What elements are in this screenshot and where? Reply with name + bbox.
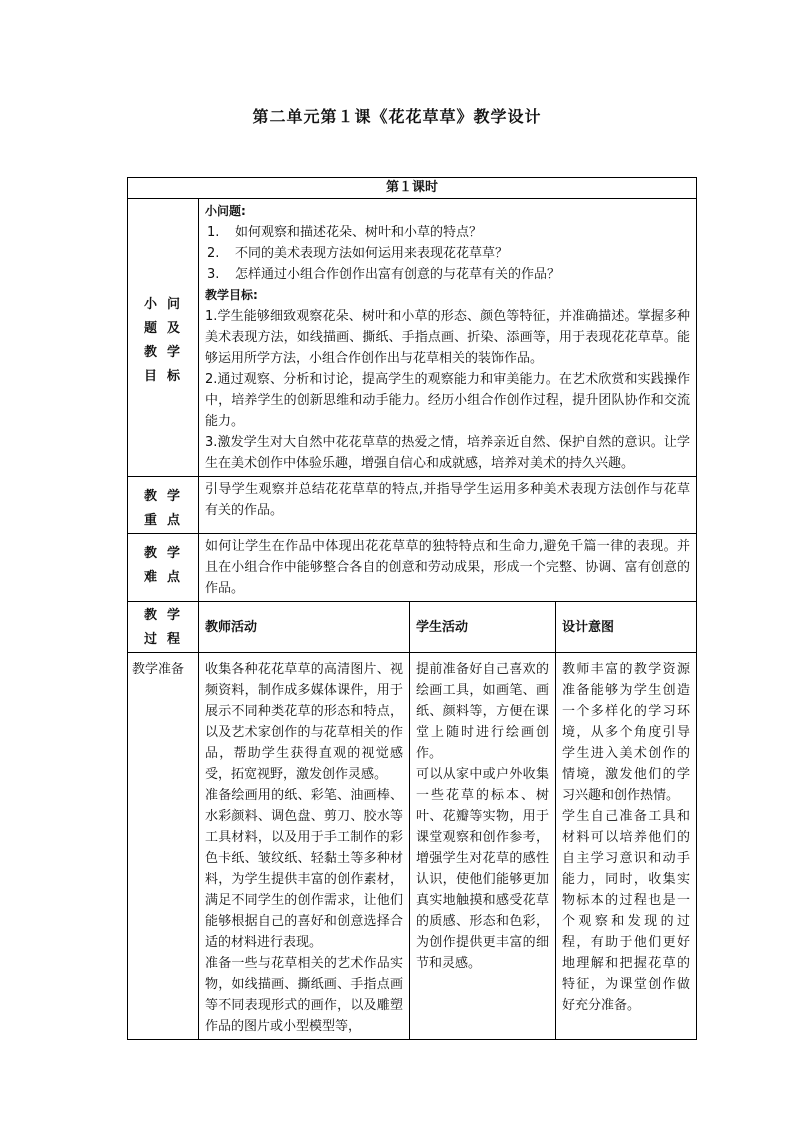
student-paragraph: 可以从家中或户外收集一些花草的标本、树叶、花瓣等实物，用于课堂观察和创作参考，增强学生对花草的感性认识，使他们能够更加真实地触摸和感受花草的质感、形态和色彩，为创作提供更丰富的细节和灵感。 [416,767,549,971]
teacher-paragraph: 准备绘画用的纸、彩笔、油画棒、水彩颜料、调色盘、剪刀、胶水等工具材料，以及用于手工制作的彩色卡纸、皱纹纸、轻黏土等多种材料，为学生提供丰富的创作素材，满足不同学生的创作需求，让他们能够根据自己的喜好和创意选择合适的材料进行表现。 [205,788,403,950]
teacher-activity-cell [199,653,410,1040]
student-activity-header: 学生活动 [410,602,556,653]
goals-label: 小问题及教学目标 [128,199,199,477]
difficulty-row [128,534,697,602]
goal-paragraph: 2.通过观察、分析和讨论，提高学生的观察能力和审美能力。在艺术欣赏和实践操作中，培养学生的创新思维和动手能力。经历小组合作创作过程，提升团队协作和交流能力。 [205,372,691,429]
intent-paragraph: 教师丰富的教学资源准备能够为学生创造一个多样化的学习环境，从多个角度引导学生进入美术创作的情境，激发他们的学习兴趣和创作热情。 [562,662,691,803]
question-item: 3. 怎样通过小组合作创作出富有创意的与花草有关的作品？ [207,267,561,282]
design-intent-header: 设计意图 [556,602,697,653]
document-title: 第二单元第１课《花花草草》教学设计 [252,107,542,126]
lesson-plan-table [127,177,697,1040]
difficulty-label: 教学难点 [128,534,199,602]
teacher-paragraph: 准备一些与花草相关的艺术作品实物，如线描画、撕纸画、手指点画等不同表现形式的画作，以及雕塑作品的图片或小型模型等， [205,956,403,1034]
question-item: 1. 如何观察和描述花朵、树叶和小草的特点？ [207,225,483,240]
difficulty-text: 如何让学生在作品中体现出花花草草的独特特点和生命力,避免千篇一律的表现。并且在小组合作中能够整合各自的创意和劳动成果，形成一个完整、协调、富有创意的作品。 [199,534,697,602]
preparation-row [128,653,697,1040]
goal-paragraph: 1.学生能够细致观察花朵、树叶和小草的形态、颜色等特征，并准确描述。掌握多种美术表现方法，如线描画、撕纸、手指点画、折染、添画等，用于表现花花草草。能够运用所学方法，小组合作创作出与花草相关的装饰作品。 [205,309,691,366]
key-points-row [128,477,697,534]
key-points-text: 引导学生观察并总结花花草草的特点,并指导学生运用多种美术表现方法创作与花草有关的作品。 [199,477,697,534]
design-intent-cell [556,653,697,1040]
lesson-label: 第１课时 [128,178,697,199]
process-label: 教学过程 [128,602,199,653]
teacher-paragraph: 收集各种花花草草的高清图片、视频资料，制作成多媒体课件，用于展示不同种类花草的形态和特点，以及艺术家创作的与花草相关的作品，帮助学生获得直观的视觉感受，拓宽视野，激发创作灵感。 [205,662,403,782]
student-paragraph: 提前准备好自己喜欢的绘画工具，如画笔、画纸、颜料等，方便在课堂上随时进行绘画创作。 [416,662,549,761]
teacher-activity-header: 教师活动 [199,602,410,653]
process-header-row [128,602,697,653]
goals-row [128,199,697,477]
student-activity-cell [410,653,556,1040]
question-item: 2. 不同的美术表现方法如何运用来表现花花草草？ [207,246,509,261]
questions-heading: 小问题: [205,204,246,218]
lesson-row [128,178,697,199]
intent-paragraph: 学生自己准备工具和材料可以培养他们的自主学习意识和动手能力，同时，收集实物标本的过程也是一个观察和发现的过程，有助于他们更好地理解和把握花草的特征，为课堂创作做好充分准备。 [562,809,691,1013]
preparation-label: 教学准备 [128,653,199,1040]
goal-paragraph: 3.激发学生对大自然中花花草草的热爱之情，培养亲近自然、保护自然的意识。让学生在美术创作中体验乐趣，增强自信心和成就感，培养对美术的持久兴趣。 [205,435,691,471]
key-points-label: 教学重点 [128,477,199,534]
goals-content [199,199,697,477]
goals-heading: 教学目标: [205,288,258,302]
